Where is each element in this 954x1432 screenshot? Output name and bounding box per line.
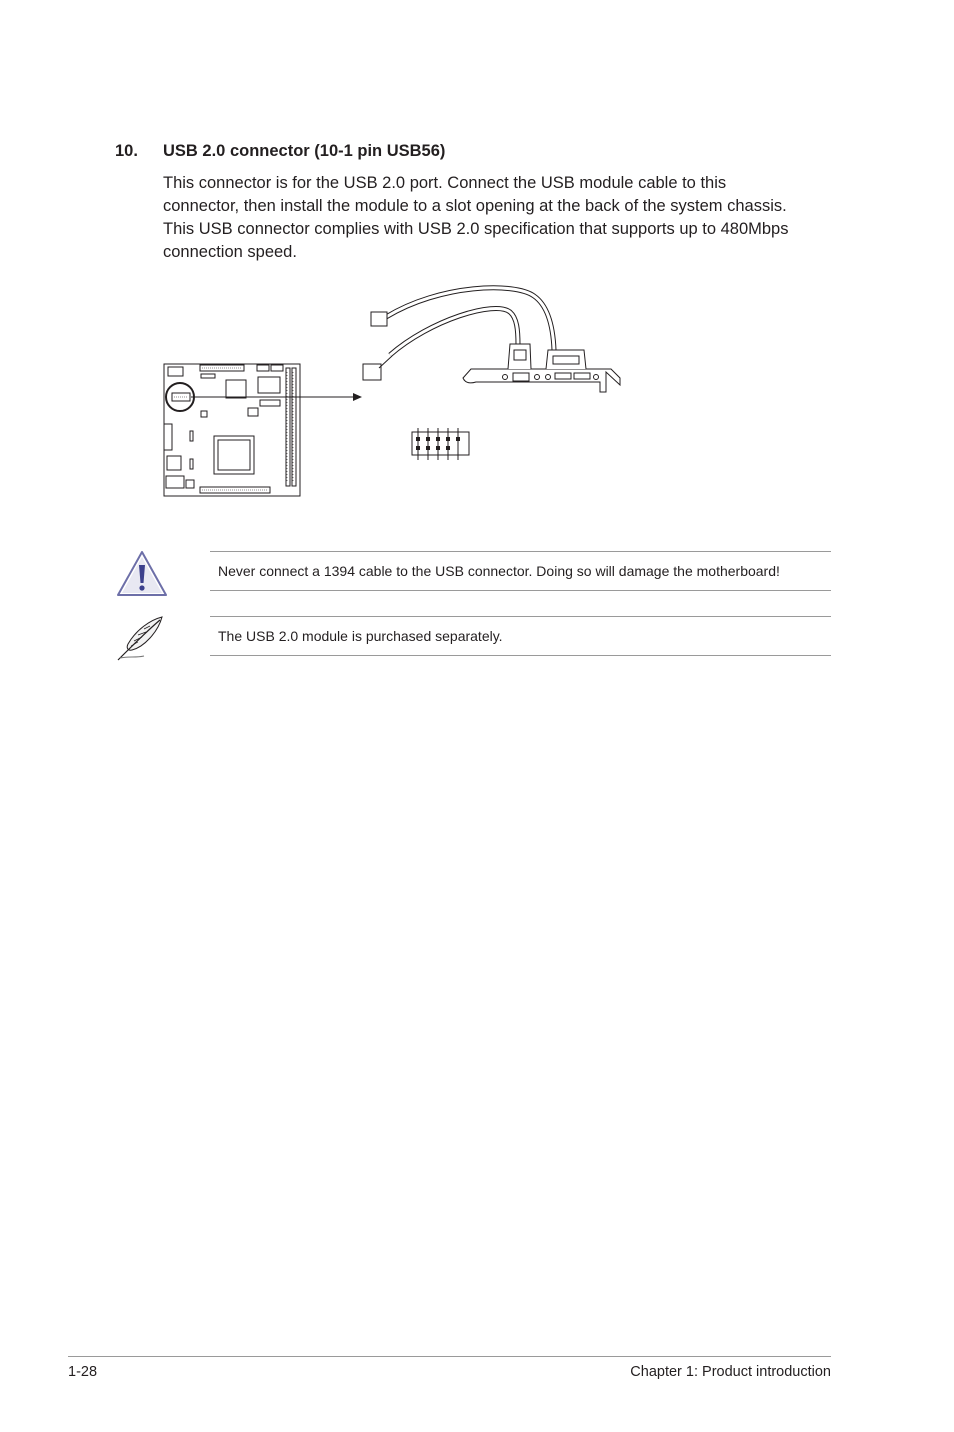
section-body — [163, 172, 833, 264]
footer-rule — [68, 1356, 831, 1357]
info-note-text: The USB 2.0 module is purchased separately. — [218, 628, 503, 644]
motherboard-details — [174, 368, 293, 490]
page-number: 1-28 — [68, 1364, 98, 1380]
body-line: This USB connector complies with USB 2.0 specification that supports up to 480Mbps — [163, 220, 789, 238]
section-title: USB 2.0 connector (10-1 pin USB56) — [163, 142, 446, 160]
info-note — [210, 616, 831, 656]
usb-header-pinout — [412, 428, 469, 460]
usb-bracket — [363, 288, 620, 392]
section-heading — [115, 142, 445, 161]
warning-note — [210, 551, 831, 591]
body-line: This connector is for the USB 2.0 port. Connect the USB module cable to this — [163, 174, 727, 192]
body-line: connection speed. — [163, 243, 297, 261]
body-line: connector, then install the module to a slot opening at the back of the system chassis. — [163, 197, 787, 215]
chapter-title: Chapter 1: Product introduction — [630, 1364, 831, 1380]
warning-triangle-icon — [115, 549, 169, 599]
usb-connector-diagram — [155, 280, 635, 505]
section-number: 10. — [115, 142, 138, 160]
feather-icon — [114, 614, 166, 664]
warning-note-text: Never connect a 1394 cable to the USB connector. Doing so will damage the motherboard! — [218, 563, 780, 579]
